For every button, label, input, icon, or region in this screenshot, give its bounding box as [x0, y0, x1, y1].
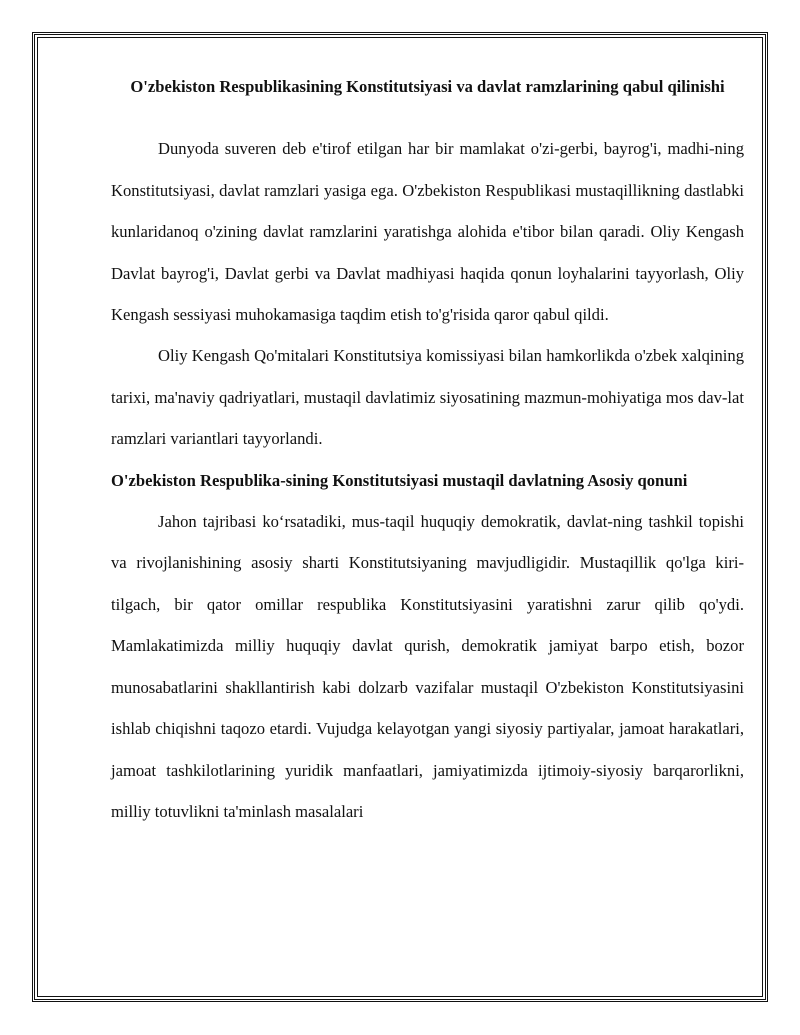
section-heading: O'zbekiston Respublika-sining Konstitutsiyasi mustaqil davlatning Asosiy qonuni [111, 470, 688, 490]
paragraph-3: Jahon tajribasi ko‘rsatadiki, mus-taqil huquqiy demokratik, davlat-ning tashkil topishi va rivojlanishining asosiy sharti Konstitutsiyaning mavjudligidir. Mustaqillik qo'lga kiri-tilgach, bir qator omillar respublika Konstitutsiyasini yaratishni zarur qilib qo'ydi. Mamlakatimizda milliy huquqiy davlat qurish, demokratik jamiyat barpo etish, bozor munosabatlarini shakllantirish kabi dolzarb vazifalar mustaqil O'zbekiston Konstitutsiyasini ishlab chiqishni taqozo etardi. Vujudga kelayotgan yangi siyosiy partiyalar, jamoat harakatlari, jamoat tashkilotlarining yuridik manfaatlari, jamiyatimizda ijtimoiy-siyosiy barqarorlikni, milliy totuvlikni ta'minlash masalalari [111, 512, 744, 821]
document-title: O'zbekiston Respublikasining Konstitutsiyasi va davlat ramzlarining qabul qilinishi [130, 77, 725, 96]
title-spacing [111, 107, 744, 128]
paragraph-1: Dunyoda suveren deb e'tirof etilgan har bir mamlakat o'zi-gerbi, bayrog'i, madhi-ning Konstitutsiyasi, davlat ramzlari yasiga ega. O'zbekiston Respublikasi mustaqillikning dastlabki kunlaridanoq o'zining davlat ramzlarini yaratishga alohida e'tibor bilan qaradi. Oliy Kengash Davlat bayrog'i, Davlat gerbi va Davlat madhiyasi haqida qonun loyhalarini tayyorlash, Oliy Kengash sessiyasi muhokamasiga taqdim etish to'g'risida qaror qabul qildi. [111, 139, 744, 325]
paragraph-2: Oliy Kengash Qo'mitalari Konstitutsiya komissiyasi bilan hamkorlikda o'zbek xalqining tarixi, ma'naviy qadriyatlari, mustaqil davlatimiz siyosatining mazmun-mohiyatiga mos dav-lat ramzlari variantlari tayyorlandi. [111, 346, 744, 449]
document-body [111, 66, 744, 832]
